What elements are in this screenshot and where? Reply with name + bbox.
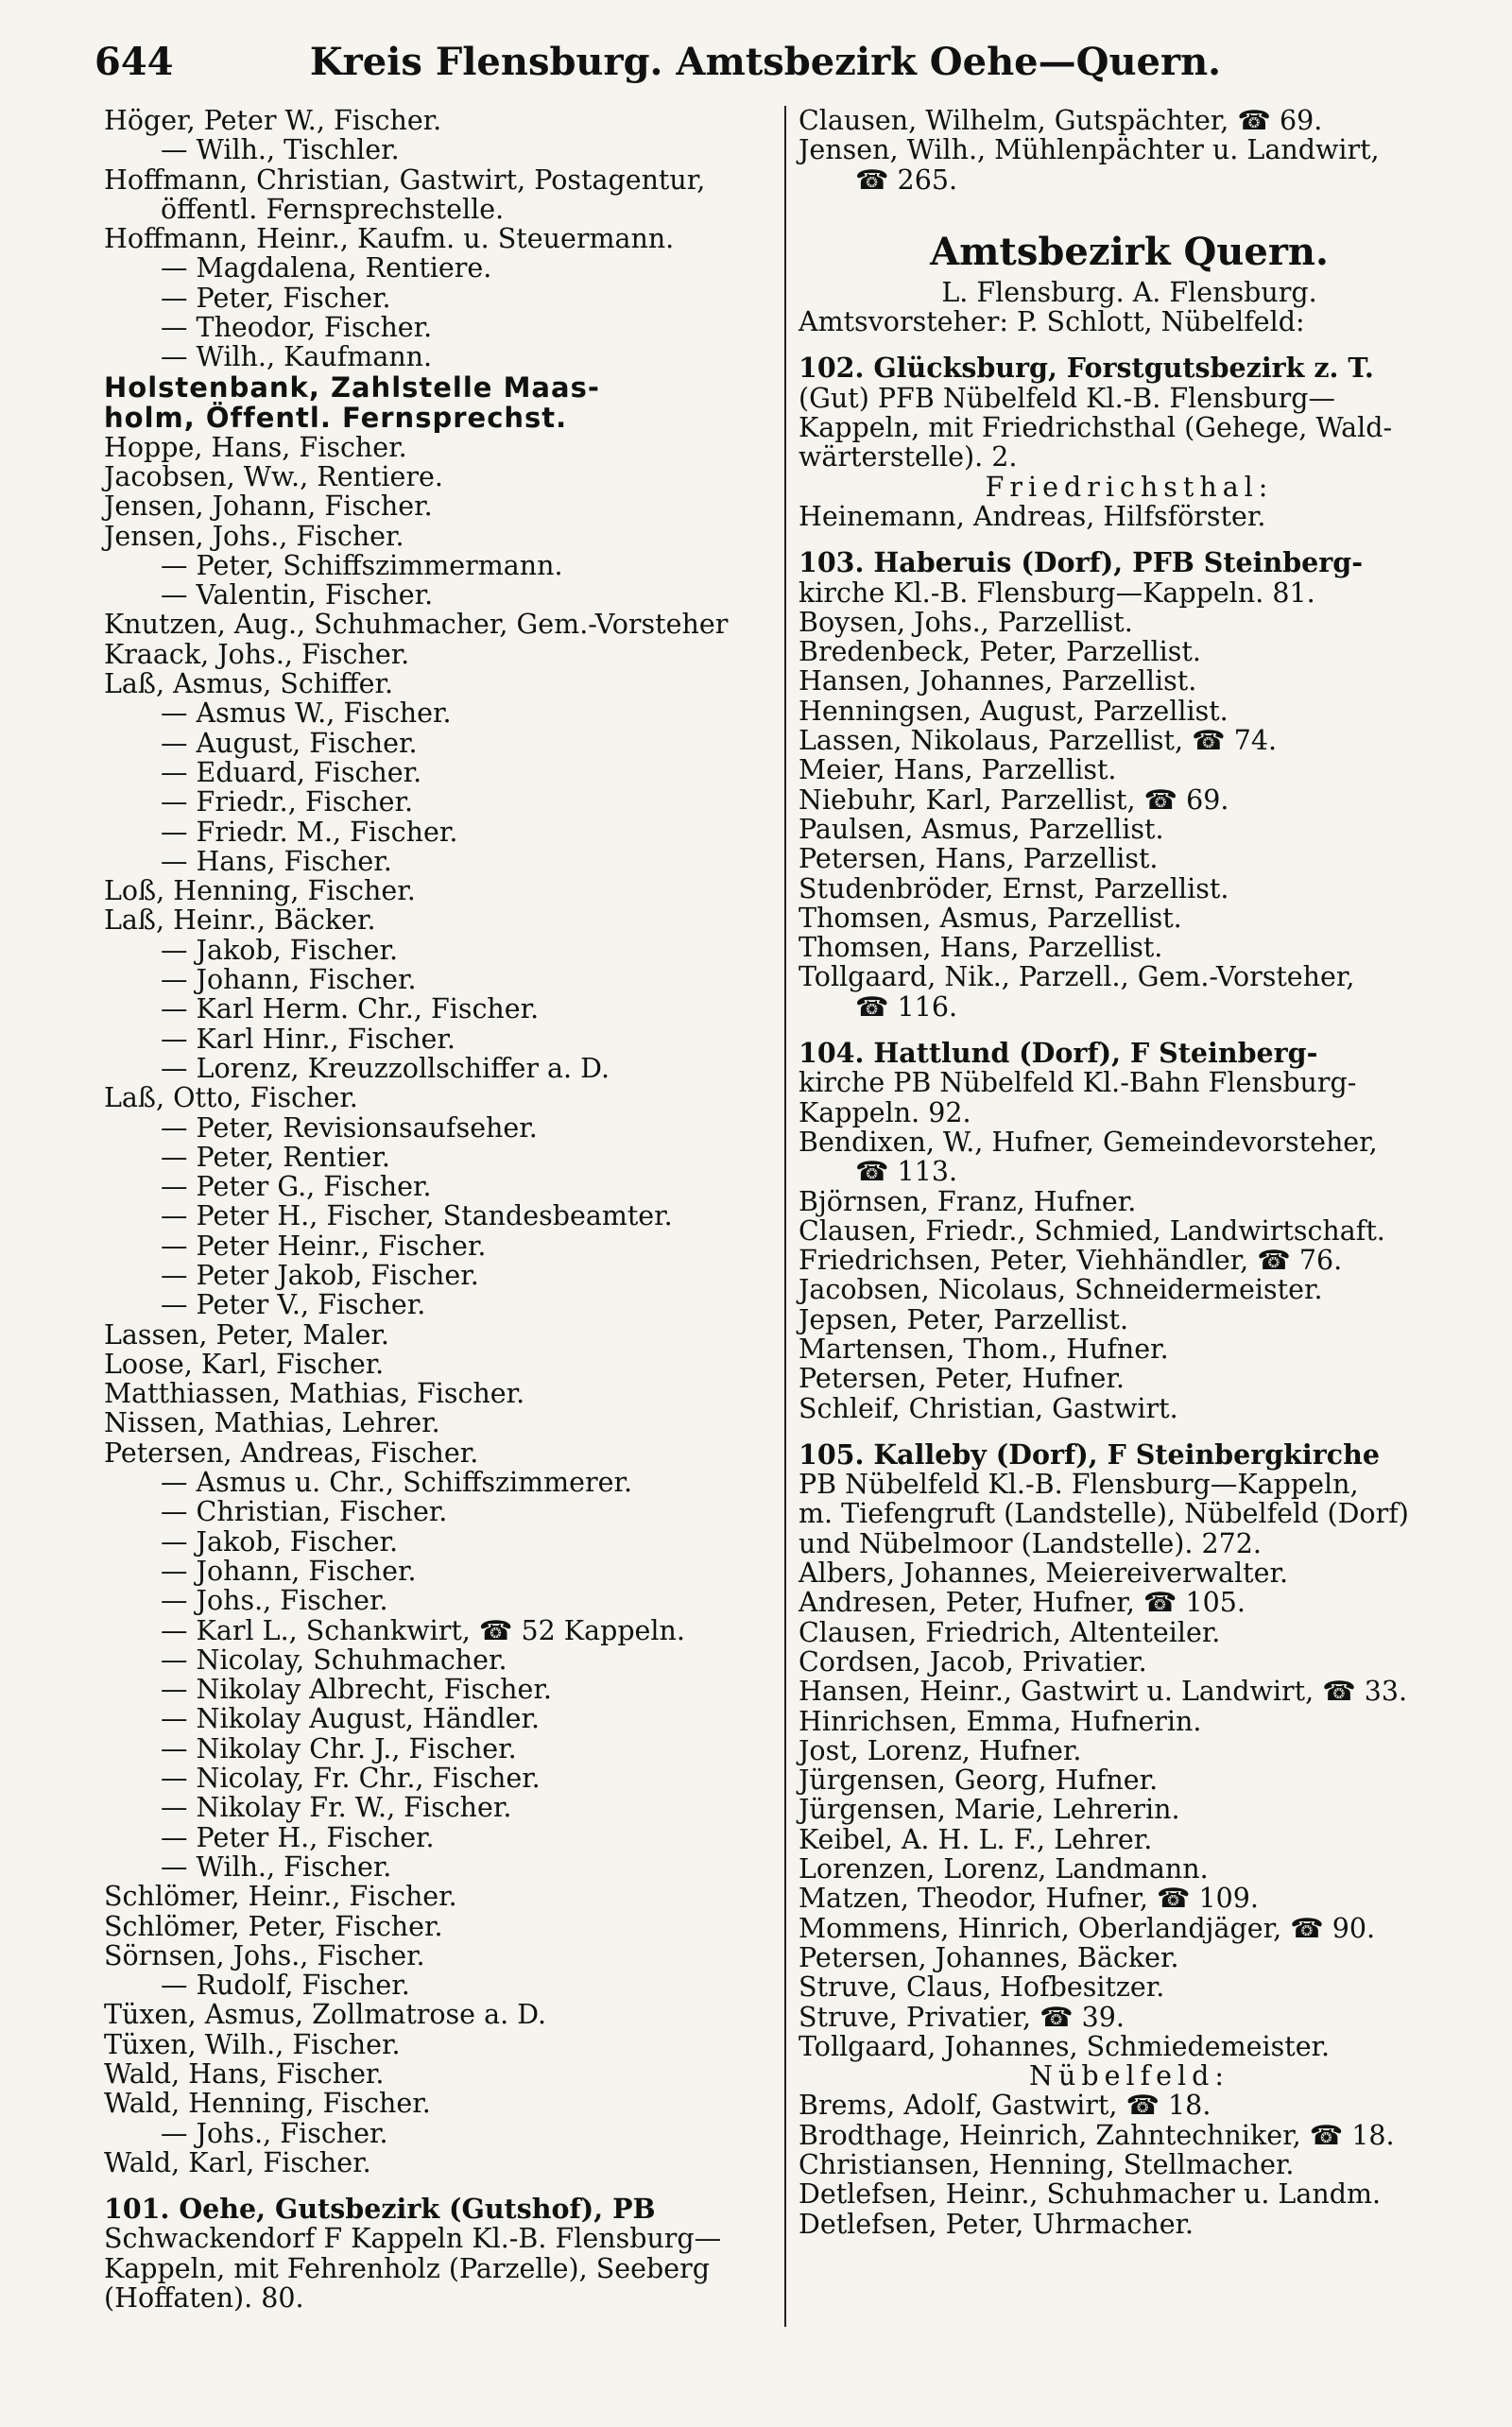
entry: — Nikolay Albrecht, Fischer. — [161, 1674, 552, 1706]
entry: Clausen, Wilhelm, Gutspächter, ☎ 69. — [799, 105, 1323, 136]
entry: Cordsen, Jacob, Privatier. — [799, 1645, 1147, 1678]
entry: Laß, Asmus, Schiffer. — [104, 668, 394, 700]
bank-entry: Holstenbank, Zahlstelle Maas- — [104, 370, 600, 404]
entry: — Asmus u. Chr., Schiffszimmerer. — [161, 1467, 633, 1499]
entry: — Peter V., Fischer. — [161, 1289, 426, 1321]
entry: Lassen, Nikolaus, Parzellist, ☎ 74. — [799, 725, 1278, 757]
entry: — Eduard, Fischer. — [161, 756, 422, 788]
entry: Heinemann, Andreas, Hilfsförster. — [799, 500, 1266, 532]
entry: — Karl Hinr., Fischer. — [161, 1023, 455, 1055]
entry: — Asmus W., Fischer. — [161, 697, 452, 730]
entry: Niebuhr, Karl, Parzellist, ☎ 69. — [799, 783, 1229, 816]
entry: Studenbröder, Ernst, Parzellist. — [799, 872, 1229, 904]
district-text: (Gut) PFB Nübelfeld Kl.-B. Flensburg— — [799, 382, 1336, 414]
amtsbezirk-subtitle: L. Flensburg. A. Flensburg. — [941, 276, 1317, 308]
entry: — Peter, Fischer. — [161, 282, 391, 314]
entry: Brems, Adolf, Gastwirt, ☎ 18. — [799, 2090, 1211, 2122]
entry: — Johann, Fischer. — [161, 1555, 417, 1587]
district-text: (Hoffaten). 80. — [104, 2282, 304, 2315]
entry: Thomsen, Hans, Parzellist. — [799, 932, 1163, 964]
entry: Jacobsen, Ww., Rentiere. — [104, 460, 443, 492]
entry: — Wilh., Tischler. — [161, 134, 400, 166]
entry: Jensen, Wilh., Mühlenpächter u. Landwirt, — [799, 134, 1380, 166]
entry: Petersen, Andreas, Fischer. — [104, 1437, 479, 1469]
entry: Matzen, Theodor, Hufner, ☎ 109. — [799, 1883, 1259, 1915]
district-text: kirche Kl.-B. Flensburg—Kappeln. 81. — [799, 577, 1315, 609]
entry: Tüxen, Wilh., Fischer. — [104, 2028, 401, 2060]
district-text: m. Tiefengruft (Landstelle), Nübelfeld (Dorf) — [799, 1498, 1409, 1530]
running-title: Kreis Flensburg. Amtsbezirk Oehe—Quern. — [309, 40, 1222, 84]
entry: Friedrichsen, Peter, Viehhändler, ☎ 76. — [799, 1245, 1343, 1277]
entry: Albers, Johannes, Meiereiverwalter. — [799, 1558, 1289, 1590]
page-number: 644 — [94, 40, 174, 84]
amtsvorsteher: Amtsvorsteher: P. Schlott, Nübelfeld: — [799, 306, 1305, 338]
entry: — Nikolay August, Händler. — [161, 1703, 541, 1735]
entry: — Peter H., Fischer, Standesbeamter. — [161, 1200, 673, 1232]
entry: — Hans, Fischer. — [161, 845, 392, 877]
entry: Laß, Heinr., Bäcker. — [104, 904, 376, 937]
entry: Andresen, Peter, Hufner, ☎ 105. — [799, 1587, 1246, 1619]
entry: — Magdalena, Rentiere. — [161, 252, 492, 284]
entry: Schlömer, Peter, Fischer. — [104, 1910, 443, 1942]
entry: Bredenbeck, Peter, Parzellist. — [799, 636, 1201, 668]
entry: Hansen, Johannes, Parzellist. — [799, 665, 1197, 697]
entry: — Peter H., Fischer. — [161, 1821, 435, 1853]
entry: Hoffmann, Christian, Gastwirt, Postagentur, — [104, 164, 706, 196]
entry: — Jakob, Fischer. — [161, 1525, 399, 1558]
amtsbezirk-heading: Amtsbezirk Quern. — [930, 229, 1329, 274]
entry: — Wilh., Kaufmann. — [161, 341, 433, 373]
entry: Boysen, Johs., Parzellist. — [799, 606, 1133, 638]
entry: — Rudolf, Fischer. — [161, 1970, 410, 2002]
entry: Loß, Henning, Fischer. — [104, 875, 416, 907]
entry: — Lorenz, Kreuzzollschiffer a. D. — [161, 1052, 610, 1084]
entry: Jürgensen, Marie, Lehrerin. — [799, 1794, 1180, 1826]
entry: — August, Fischer. — [161, 727, 418, 759]
entry: Struve, Claus, Hofbesitzer. — [799, 1971, 1165, 2004]
entry: Hoppe, Hans, Fischer. — [104, 431, 407, 463]
entry: Jepsen, Peter, Parzellist. — [799, 1303, 1129, 1335]
entry: Hoffmann, Heinr., Kaufm. u. Steuermann. — [104, 223, 675, 255]
entry: — Theodor, Fischer. — [161, 312, 433, 344]
entry: Brodthage, Heinrich, Zahntechniker, ☎ 18. — [799, 2119, 1395, 2151]
entry: Wald, Henning, Fischer. — [104, 2088, 431, 2120]
entry: Sörnsen, Johs., Fischer. — [104, 1939, 425, 1971]
district-text: Kappeln, mit Friedrichsthal (Gehege, Wald- — [799, 412, 1393, 444]
entry: — Nicolay, Fr. Chr., Fischer. — [161, 1763, 541, 1795]
entry: — Peter Jakob, Fischer. — [161, 1259, 479, 1291]
entry: Paulsen, Asmus, Parzellist. — [799, 813, 1164, 845]
entry: Matthiassen, Mathias, Fischer. — [104, 1378, 525, 1410]
entry: Clausen, Friedr., Schmied, Landwirtschaft. — [799, 1214, 1385, 1247]
entry: ☎ 113. — [855, 1156, 958, 1188]
entry: Kraack, Johs., Fischer. — [104, 638, 410, 670]
entry: Lorenzen, Lorenz, Landmann. — [799, 1853, 1209, 1885]
district-text: Kappeln, mit Fehrenholz (Parzelle), Seeberg — [104, 2252, 710, 2284]
entry: — Peter Heinr., Fischer. — [161, 1230, 487, 1262]
entry: Wald, Hans, Fischer. — [104, 2058, 385, 2090]
entry: Petersen, Hans, Parzellist. — [799, 843, 1159, 875]
district-text: PB Nübelfeld Kl.-B. Flensburg—Kappeln, — [799, 1469, 1359, 1501]
bank-entry: holm, Öffentl. Fernsprechst. — [104, 401, 568, 434]
entry: Wald, Karl, Fischer. — [104, 2146, 371, 2178]
entry: — Peter, Schiffszimmermann. — [161, 549, 563, 581]
entry: — Peter G., Fischer. — [161, 1171, 432, 1203]
entry: — Johann, Fischer. — [161, 964, 417, 996]
entry: Björnsen, Franz, Hufner. — [799, 1185, 1137, 1217]
entry: — Nikolay Chr. J., Fischer. — [161, 1732, 517, 1764]
entry: öffentl. Fernsprechstelle. — [161, 193, 505, 225]
left-column — [104, 106, 756, 2313]
district-heading-103: 103. Haberuis (Dorf), PFB Steinberg- — [799, 546, 1364, 579]
entry: Jacobsen, Nicolaus, Schneidermeister. — [799, 1274, 1323, 1306]
locality-heading: Nübelfeld: — [1029, 2060, 1229, 2092]
entry: — Friedr. M., Fischer. — [161, 816, 458, 848]
entry: Tollgaard, Nik., Parzell., Gem.-Vorsteher, — [799, 961, 1355, 993]
entry: Jost, Lorenz, Hufner. — [799, 1734, 1082, 1766]
entry: ☎ 116. — [855, 990, 958, 1023]
entry: Loose, Karl, Fischer. — [104, 1348, 385, 1380]
page-header — [94, 40, 1436, 93]
entry: Nissen, Mathias, Lehrer. — [104, 1407, 440, 1439]
entry: — Karl L., Schankwirt, ☎ 52 Kappeln. — [161, 1614, 685, 1646]
entry: — Valentin, Fischer. — [161, 579, 434, 611]
district-heading-105: 105. Kalleby (Dorf), F Steinbergkirche — [799, 1437, 1380, 1471]
entry: Tüxen, Asmus, Zollmatrose a. D. — [104, 1999, 547, 2031]
entry: ☎ 265. — [855, 164, 958, 196]
entry: Hinrichsen, Emma, Hufnerin. — [799, 1705, 1202, 1737]
district-text: und Nübelmoor (Landstelle). 272. — [799, 1527, 1262, 1559]
entry: Jensen, Johs., Fischer. — [104, 520, 404, 552]
entry: Knutzen, Aug., Schuhmacher, Gem.-Vorsteher — [104, 609, 729, 641]
entry: Clausen, Friedrich, Altenteiler. — [799, 1616, 1221, 1648]
entry: Hansen, Heinr., Gastwirt u. Landwirt, ☎ 33. — [799, 1676, 1408, 1708]
locality-heading: Friedrichsthal: — [985, 471, 1274, 503]
entry: Bendixen, W., Hufner, Gemeindevorsteher, — [799, 1126, 1378, 1158]
entry: — Peter, Rentier. — [161, 1141, 390, 1173]
entry: Mommens, Hinrich, Oberlandjäger, ☎ 90. — [799, 1912, 1376, 1944]
column-divider — [784, 106, 786, 2327]
entry: Tollgaard, Johannes, Schmiedemeister. — [799, 2030, 1331, 2062]
entry: Meier, Hans, Parzellist. — [799, 754, 1117, 786]
entry: — Johs., Fischer. — [161, 1585, 388, 1617]
entry: Jensen, Johann, Fischer. — [104, 491, 433, 523]
entry: Keibel, A. H. L. F., Lehrer. — [799, 1823, 1153, 1855]
entry: Petersen, Peter, Hufner. — [799, 1363, 1125, 1395]
district-heading-104: 104. Hattlund (Dorf), F Steinberg- — [799, 1037, 1318, 1070]
district-heading-102: 102. Glücksburg, Forstgutsbezirk z. T. — [799, 352, 1374, 385]
entry: Detlefsen, Heinr., Schuhmacher u. Landm. — [799, 2178, 1382, 2211]
entry: Christiansen, Henning, Stellmacher. — [799, 2149, 1295, 2180]
entry: Lassen, Peter, Maler. — [104, 1318, 389, 1351]
entry: Schleif, Christian, Gastwirt. — [799, 1392, 1178, 1424]
entry: — Peter, Revisionsaufseher. — [161, 1111, 538, 1144]
entry: Petersen, Johannes, Bäcker. — [799, 1941, 1179, 1973]
entry: Laß, Otto, Fischer. — [104, 1082, 358, 1114]
district-text: Kappeln. 92. — [799, 1096, 971, 1128]
entry: Henningsen, August, Parzellist. — [799, 695, 1228, 727]
entry: — Johs., Fischer. — [161, 2117, 388, 2149]
entry: Schlömer, Heinr., Fischer. — [104, 1881, 457, 1913]
entry: — Wilh., Fischer. — [161, 1850, 392, 1883]
district-text: wärterstelle). 2. — [799, 441, 1018, 473]
entry: Höger, Peter W., Fischer. — [104, 105, 442, 136]
entry: Detlefsen, Peter, Uhrmacher. — [799, 2208, 1194, 2240]
district-heading-101: 101. Oehe, Gutsbezirk (Gutshof), PB — [104, 2193, 656, 2226]
entry: — Christian, Fischer. — [161, 1496, 448, 1528]
entry: Struve, Privatier, ☎ 39. — [799, 2001, 1125, 2033]
entry: Jürgensen, Georg, Hufner. — [799, 1764, 1159, 1797]
right-column — [799, 106, 1460, 2239]
entry: — Nikolay Fr. W., Fischer. — [161, 1792, 512, 1824]
entry: — Jakob, Fischer. — [161, 934, 399, 966]
entry: Martensen, Thom., Hufner. — [799, 1333, 1169, 1365]
district-text: Schwackendorf F Kappeln Kl.-B. Flensburg— — [104, 2223, 722, 2255]
entry: — Karl Herm. Chr., Fischer. — [161, 993, 540, 1025]
entry: — Nicolay, Schuhmacher. — [161, 1644, 507, 1676]
entry: — Friedr., Fischer. — [161, 786, 414, 818]
entry: Thomsen, Asmus, Parzellist. — [799, 902, 1182, 934]
district-text: kirche PB Nübelfeld Kl.-Bahn Flensburg- — [799, 1067, 1357, 1099]
